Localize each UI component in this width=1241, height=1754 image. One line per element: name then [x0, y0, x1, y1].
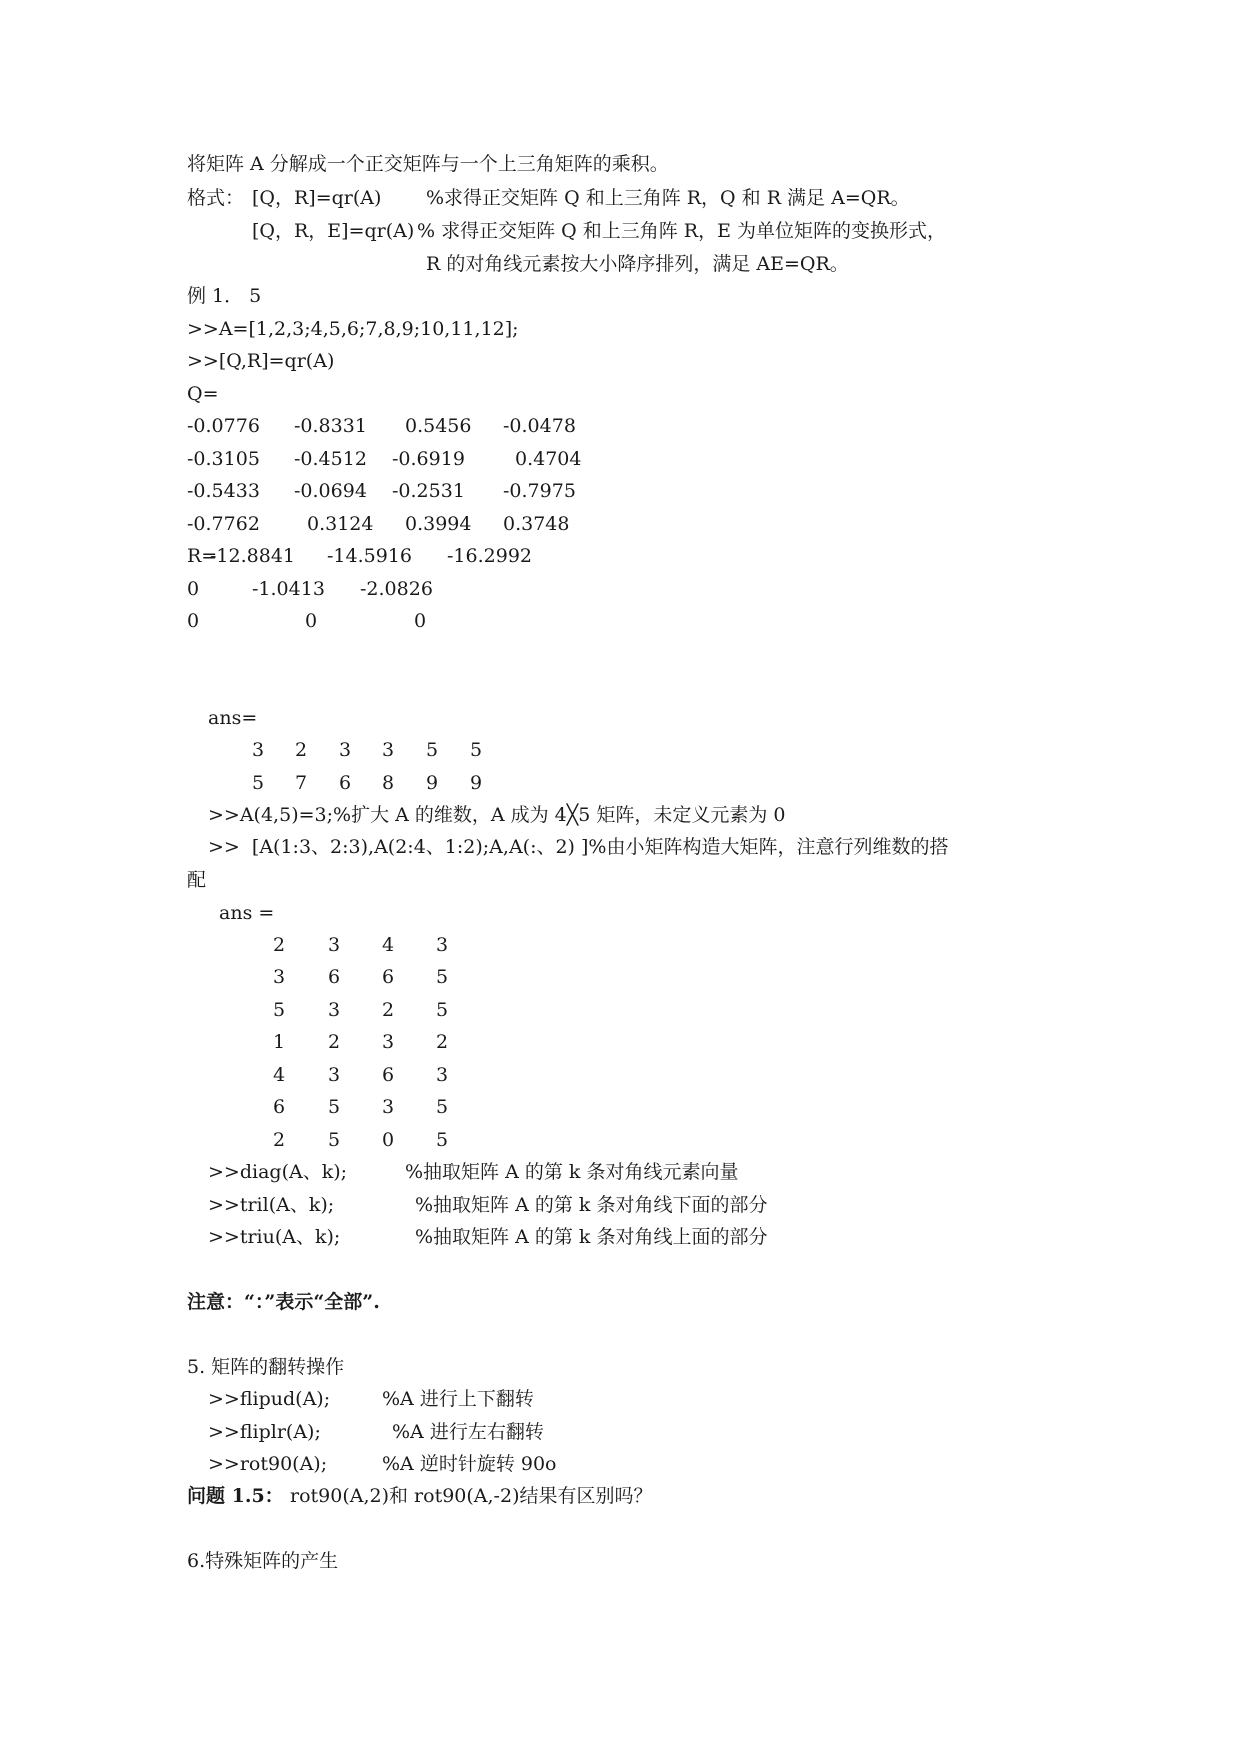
flipud-comment: %A 进行上下翻转 [382, 1388, 534, 1410]
r-cell: -2.0826 [360, 578, 433, 600]
ans1-cell: 3 [339, 739, 352, 761]
ans2-cell: 5 [436, 966, 449, 988]
format-comment-2: % 求得正交矩阵 Q 和上三角阵 R，E 为单位矩阵的变换形式， [417, 220, 947, 242]
ans2-cell: 5 [436, 1096, 449, 1118]
ans2-cell: 4 [382, 934, 395, 956]
r-cell: -14.5916 [327, 545, 412, 567]
section-5-title: 5. 矩阵的翻转操作 [187, 1356, 345, 1378]
ans1-cell: 8 [382, 772, 395, 794]
ans-label-1: ans= [208, 707, 258, 729]
ans2-cell: 5 [328, 1096, 341, 1118]
r-cell: 0 [414, 610, 427, 632]
r-cell: -16.2992 [447, 545, 532, 567]
ans1-cell: 5 [252, 772, 265, 794]
ans2-cell: 5 [328, 1129, 341, 1151]
q-cell: -0.8331 [294, 415, 367, 437]
ans2-cell: 6 [382, 1064, 395, 1086]
ans2-cell: 2 [328, 1031, 341, 1053]
format-label: 格式： [187, 187, 245, 209]
q-cell: -0.5433 [187, 480, 260, 502]
ans1-cell: 3 [252, 739, 265, 761]
ans1-cell: 7 [295, 772, 308, 794]
ans1-cell: 9 [426, 772, 439, 794]
ans1-cell: 6 [339, 772, 352, 794]
rot90-cmd: >>rot90(A); [208, 1453, 328, 1475]
q-cell: 0.4704 [515, 448, 582, 470]
question-text: rot90(A,2)和 rot90(A,-2)结果有区别吗？ [290, 1485, 653, 1507]
question-label: 问题 1.5： [187, 1485, 284, 1507]
cmd-concat: >> [A(1:3、2:3),A(2:4、1:2);A,A(:、2) ]%由小矩阵构造大矩阵，注意行列维数的搭 [208, 836, 949, 858]
section-6-title: 6.特殊矩阵的产生 [187, 1550, 339, 1572]
ans2-cell: 2 [273, 934, 286, 956]
ans2-cell: 2 [273, 1129, 286, 1151]
diag-comment: %抽取矩阵 A 的第 k 条对角线元素向量 [405, 1161, 739, 1183]
ans2-cell: 3 [328, 934, 341, 956]
ans2-cell: 3 [328, 1064, 341, 1086]
ans2-cell: 0 [382, 1129, 395, 1151]
r-label: R= [187, 545, 218, 567]
ans2-cell: 2 [436, 1031, 449, 1053]
triu-comment: %抽取矩阵 A 的第 k 条对角线上面的部分 [415, 1226, 768, 1248]
ans1-cell: 5 [470, 739, 483, 761]
ans2-cell: 6 [382, 966, 395, 988]
q-cell: 0.3124 [307, 513, 374, 535]
rot90-comment: %A 逆时针旋转 90o [382, 1453, 557, 1475]
r-cell: -1.0413 [252, 578, 325, 600]
q-cell: -0.7762 [187, 513, 260, 535]
ans2-cell: 5 [273, 999, 286, 1021]
q-cell: -0.6919 [392, 448, 465, 470]
ans2-cell: 6 [273, 1096, 286, 1118]
ans2-cell: 3 [328, 999, 341, 1021]
tril-cmd: >>tril(A、k); [208, 1194, 335, 1216]
ans2-cell: 1 [273, 1031, 286, 1053]
r-cell: 0 [305, 610, 318, 632]
cmd-concat-cont: 配 [187, 869, 207, 891]
q-cell: -0.7975 [503, 480, 576, 502]
ans1-cell: 9 [470, 772, 483, 794]
ans-label-2: ans = [219, 902, 275, 924]
ans2-cell: 2 [382, 999, 395, 1021]
q-label: Q= [187, 383, 219, 405]
fliplr-cmd: >>fliplr(A); [208, 1421, 321, 1443]
tril-comment: %抽取矩阵 A 的第 k 条对角线下面的部分 [415, 1194, 768, 1216]
q-cell: -0.2531 [392, 480, 465, 502]
ans2-cell: 3 [436, 934, 449, 956]
triu-cmd: >>triu(A、k); [208, 1226, 341, 1248]
fliplr-comment: %A 进行左右翻转 [392, 1421, 544, 1443]
diag-cmd: >>diag(A、k); [208, 1161, 348, 1183]
ans2-cell: 3 [436, 1064, 449, 1086]
q-cell: -0.3105 [187, 448, 260, 470]
q-cell: -0.4512 [294, 448, 367, 470]
note-text: 注意：“：”表示“全部”. [187, 1291, 380, 1313]
ans1-cell: 2 [295, 739, 308, 761]
ans2-cell: 3 [382, 1031, 395, 1053]
q-cell: -0.0478 [503, 415, 576, 437]
example-title: 例 1． 5 [187, 285, 262, 307]
format-cmd-1: [Q，R]=qr(A) [252, 187, 382, 209]
r-cell: -12.8841 [210, 545, 295, 567]
ans2-cell: 3 [382, 1096, 395, 1118]
q-cell: 0.5456 [405, 415, 472, 437]
format-comment-1: %求得正交矩阵 Q 和上三角阵 R，Q 和 R 满足 A=QR。 [426, 187, 910, 209]
format-comment-2-cont: R 的对角线元素按大小降序排列，满足 AE=QR。 [426, 253, 849, 275]
r-cell: 0 [187, 610, 200, 632]
ans1-cell: 5 [426, 739, 439, 761]
ans1-cell: 3 [382, 739, 395, 761]
ans2-cell: 5 [436, 1129, 449, 1151]
q-cell: -0.0776 [187, 415, 260, 437]
format-cmd-2: [Q，R，E]=qr(A) [252, 220, 415, 242]
cmd-extend: >>A(4,5)=3;%扩大 A 的维数，A 成为 4╳5 矩阵，未定义元素为 0 [208, 804, 786, 826]
r-cell: 0 [187, 578, 200, 600]
ans2-cell: 4 [273, 1064, 286, 1086]
q-cell: -0.0694 [294, 480, 367, 502]
flipud-cmd: >>flipud(A); [208, 1388, 331, 1410]
q-cell: 0.3748 [503, 513, 570, 535]
q-cell: 0.3994 [405, 513, 472, 535]
example-cmd-qr: >>[Q,R]=qr(A) [187, 350, 335, 372]
ans2-cell: 5 [436, 999, 449, 1021]
ans2-cell: 3 [273, 966, 286, 988]
example-cmd-a: >>A=[1,2,3;4,5,6;7,8,9;10,11,12]; [187, 318, 519, 340]
intro-text: 将矩阵 A 分解成一个正交矩阵与一个上三角矩阵的乘积。 [187, 153, 669, 175]
ans2-cell: 6 [328, 966, 341, 988]
